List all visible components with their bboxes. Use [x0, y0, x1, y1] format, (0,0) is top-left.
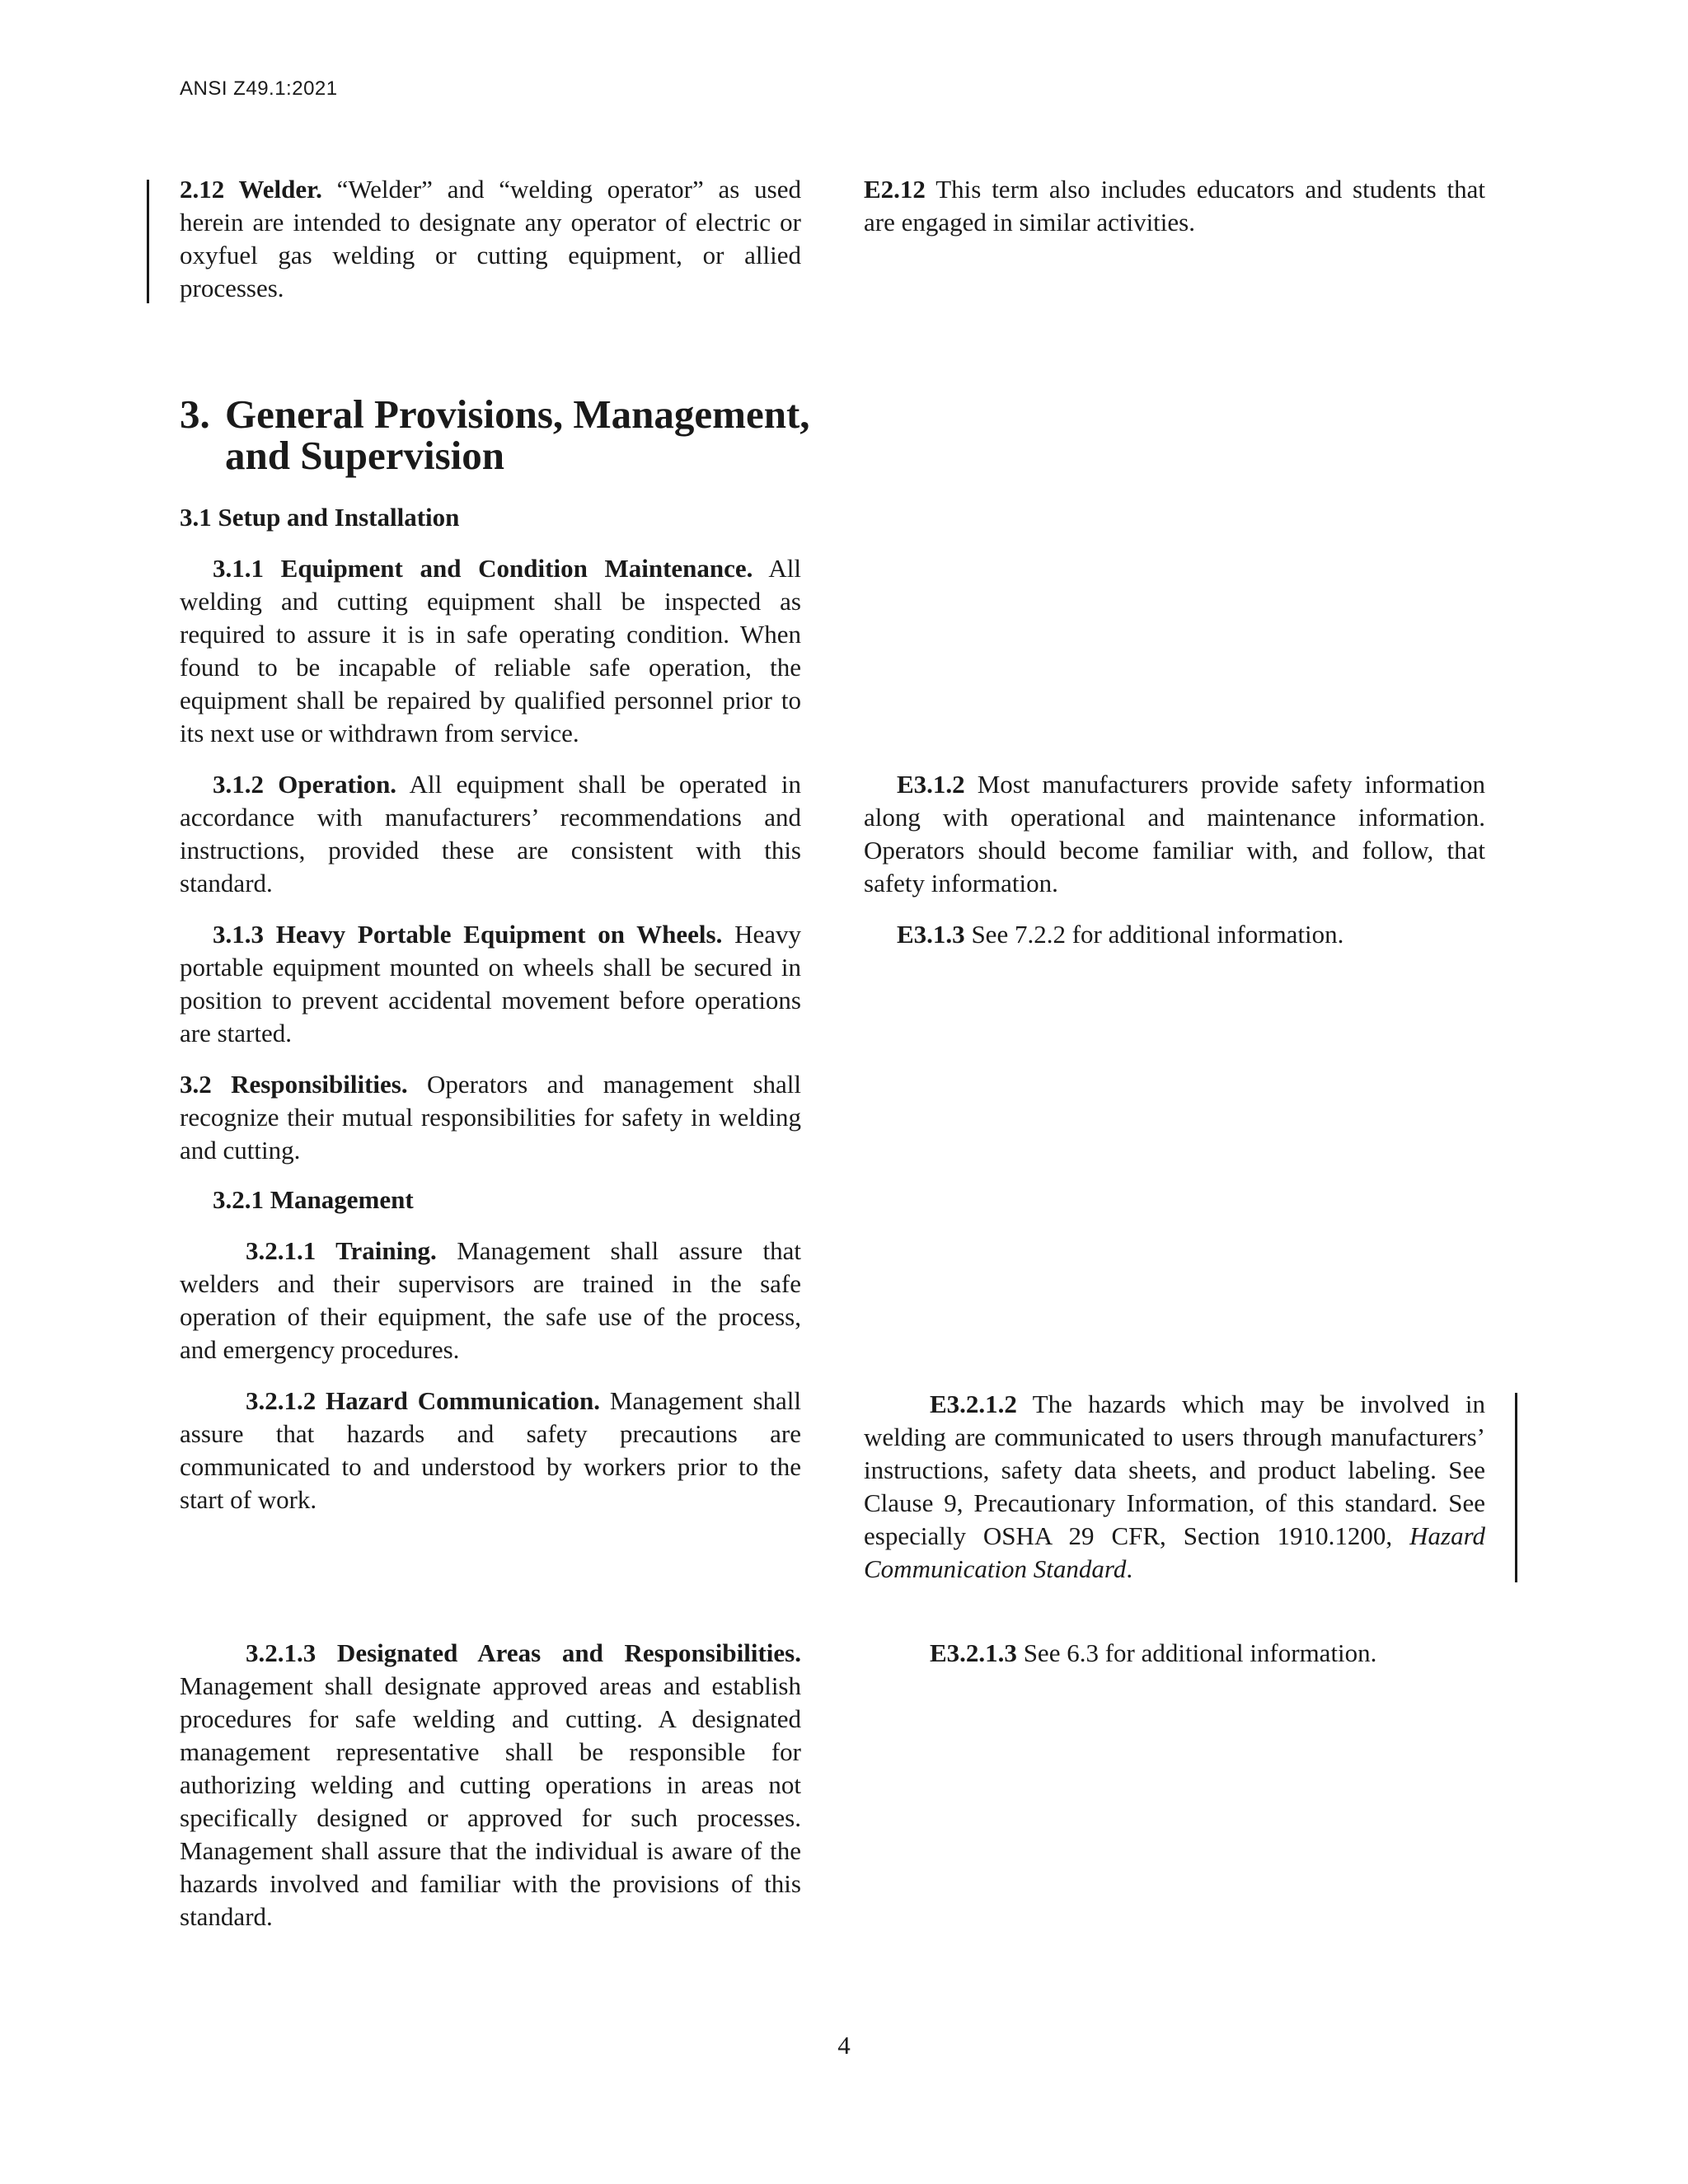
clause-3-2-1-1	[180, 1235, 801, 1366]
page-number: 4	[837, 2031, 851, 2060]
clause-text: Management shall designate approved areas and establish procedures for safe welding and cutting. A designated management representative shall be responsible for authorizing welding and cutting operations in areas not specifically designed or approved for such processes. Management shall assure that the individual is aware of the hazards involved and familiar with the provisions of this standard.	[180, 1671, 801, 1931]
explanation-number: E2.12	[864, 175, 926, 204]
explanation-italic: Hazard Communication Standard	[864, 1521, 1485, 1583]
explanation-3-1-3	[864, 918, 1485, 951]
explanation-text: This term also includes educators and students that are engaged in similar activities.	[864, 175, 1485, 237]
clause-number: 3.1.3 Heavy Portable Equipment on Wheels.	[213, 920, 723, 949]
clause-text: “Welder” and “welding operator” as used herein are intended to designate any operator of electric or oxyfuel gas welding or cutting equipment, or allied processes.	[180, 175, 802, 302]
explanation-text: See 7.2.2 for additional information.	[964, 920, 1344, 949]
subsection-title: 3.2.1 Management	[213, 1185, 414, 1214]
clause-text: All equipment shall be operated in accordance with manufacturers’ recommendations and instructions, provided these are consistent with this standard.	[180, 770, 801, 898]
explanation-3-2-1-3	[864, 1637, 1485, 1670]
subsection-title: 3.1 Setup and Installation	[180, 503, 460, 532]
running-header: ANSI Z49.1:2021	[180, 77, 338, 100]
subsection-3-2-1-title	[180, 1183, 801, 1216]
clause-number: 2.12 Welder.	[180, 175, 322, 204]
clause-3-2-1-3	[180, 1637, 801, 1933]
section-heading	[180, 391, 839, 478]
explanation-3-2-1-2	[864, 1388, 1485, 1586]
clause-text: Heavy portable equipment mounted on wheels shall be secured in position to prevent accidental movement before operations are started.	[180, 920, 802, 1047]
clause-text: Management shall assure that hazards and safety precautions are communicated to and understood by workers prior to the start of work.	[180, 1386, 801, 1514]
section-number: 3.	[180, 391, 210, 437]
clause-text: Management shall assure that welders and their supervisors are trained in the safe operation of their equipment, the safe use of the process, and emergency procedures.	[180, 1236, 801, 1364]
clause-3-2-1-2	[180, 1385, 801, 1516]
explanation-text: See 6.3 for additional information.	[1016, 1638, 1377, 1667]
explanation-end: .	[1126, 1554, 1133, 1583]
explanation-text: The hazards which may be involved in welding are communicated to users through manufacturers’ instructions, safety data sheets, and product labeling. See Clause 9, Precautionary Information, of this standard. See especially OSHA 29 CFR, Section 1910.1200,	[864, 1390, 1485, 1550]
explanation-number: E3.1.2	[897, 770, 965, 799]
clause-text: All welding and cutting equipment shall be inspected as required to assure it is in safe operating condition. When found to be incapable of reliable safe operation, the equipment shall be repaired by qualified personnel prior to its next use or withdrawn from service.	[180, 554, 801, 748]
explanation-number: E3.1.3	[897, 920, 965, 949]
clause-number: 3.2.1.1 Training.	[246, 1236, 437, 1265]
subsection-3-1-title	[180, 501, 801, 534]
clause-number: 3.1.2 Operation.	[213, 770, 397, 799]
clause-number: 3.2 Responsibilities.	[180, 1070, 408, 1099]
clause-number: 3.2.1.3 Designated Areas and Responsibilities.	[246, 1638, 801, 1667]
explanation-number: E3.2.1.3	[930, 1638, 1017, 1667]
clause-3-1-2	[180, 768, 801, 900]
change-bar-left	[147, 180, 149, 303]
section-title-line1: General Provisions, Management,	[225, 391, 810, 437]
clause-number: 3.2.1.2 Hazard Communication.	[246, 1386, 601, 1415]
clause-3-1-1	[180, 552, 801, 750]
section-title-line2: and Supervision	[225, 433, 505, 478]
clause-2-12	[180, 173, 801, 305]
clause-3-2	[180, 1068, 801, 1167]
clause-number: 3.1.1 Equipment and Condition Maintenance.	[213, 554, 753, 583]
explanation-3-1-2	[864, 768, 1485, 900]
explanation-2-12	[864, 173, 1485, 239]
change-bar-right	[1515, 1393, 1517, 1582]
clause-text: Operators and management shall recognize their mutual responsibilities for safety in welding and cutting.	[180, 1070, 801, 1165]
clause-3-1-3	[180, 918, 801, 1050]
explanation-text: Most manufacturers provide safety information along with operational and maintenance information. Operators should become familiar with, and follow, that safety information.	[864, 770, 1485, 898]
explanation-number: E3.2.1.2	[930, 1390, 1017, 1418]
